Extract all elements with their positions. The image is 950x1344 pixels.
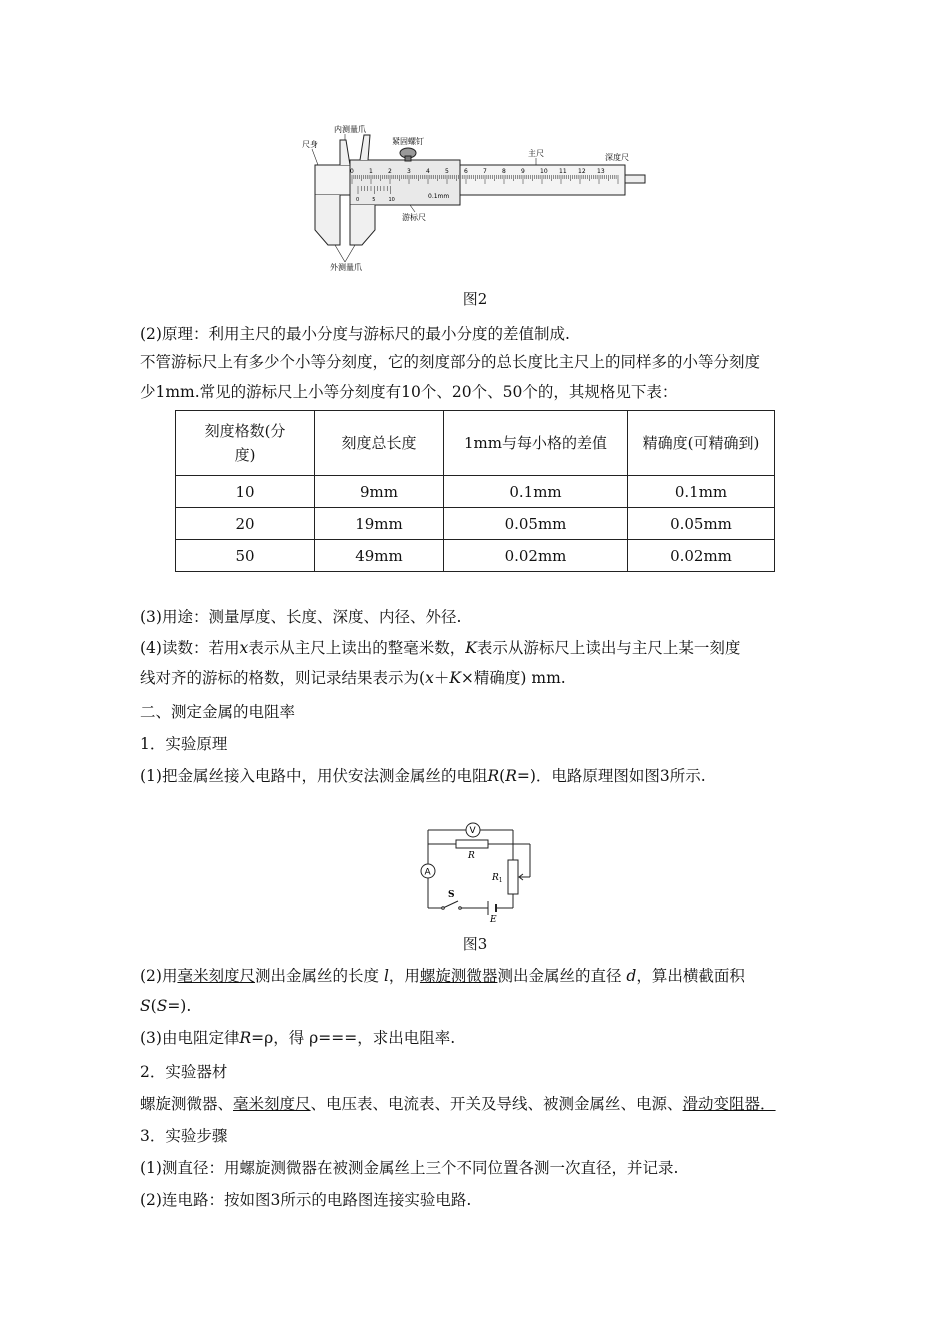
subheading-equipment: 2．实验器材 <box>140 1063 228 1081</box>
vernier-caliper-figure <box>300 120 650 280</box>
paragraph-line-2: 少1mm.常见的游标尺上小等分刻度有10个、20个、50个的，其规格见下表： <box>140 383 678 401</box>
equipment-list: 螺旋测微器、毫米刻度尺、电压表、电流表、开关及导线、被测金属丝、电源、滑动变阻器． <box>140 1095 776 1113</box>
resistor-label: R <box>468 851 475 861</box>
vernier-outer-jaw <box>350 205 375 245</box>
vernier-number: 10 <box>388 197 395 203</box>
principle-text: (2)原理：利用主尺的最小分度与游标尺的最小分度的差值制成. <box>140 325 570 343</box>
section-heading: 二、测定金属的电阻率 <box>140 703 296 721</box>
label-precision: 0.1mm <box>428 193 450 200</box>
usage-text: (3)用途：测量厚度、长度、深度、内径、外径. <box>140 608 462 626</box>
main-scale-number: 8 <box>502 168 506 175</box>
vernier-number: 0 <box>356 197 360 203</box>
table-cell: 0.02mm <box>628 540 775 572</box>
table-cell: 10 <box>176 476 315 508</box>
table-cell: 0.1mm <box>628 476 775 508</box>
label-inner-jaw: 内测量爪 <box>334 125 366 134</box>
main-scale-number: 7 <box>483 168 487 175</box>
table-header-row <box>176 411 775 476</box>
table-row <box>176 508 775 540</box>
vernier-spec-table <box>175 410 775 572</box>
main-scale-number: 5 <box>445 168 449 175</box>
main-scale-number: 3 <box>407 168 411 175</box>
table-cell: 0.05mm <box>628 508 775 540</box>
paragraph-line-1: 不管游标尺上有多少个小等分刻度，它的刻度部分的总长度比主尺上的同样多的小等分刻度 <box>140 353 761 371</box>
reading-line-2: 线对齐的游标的格数，则记录结果表示为(x＋K×精确度) mm. <box>140 669 566 687</box>
main-scale-number: 4 <box>426 168 430 175</box>
step-2: (2)连电路：按如图3所示的电路图连接实验电路. <box>140 1191 472 1209</box>
battery-label: E <box>490 915 497 922</box>
rheostat <box>508 860 518 894</box>
label-lock-screw: 紧固螺钉 <box>392 137 424 146</box>
main-scale-number: 0 <box>350 168 354 175</box>
fixed-outer-jaw <box>315 195 340 245</box>
table-cell: 49mm <box>315 540 444 572</box>
main-scale-number: 2 <box>388 168 392 175</box>
label-vernier: 游标尺 <box>402 213 426 222</box>
vernier-number: 5 <box>372 197 376 203</box>
table-header-cell: 精确度(可精确到) <box>628 411 775 476</box>
table-cell: 0.05mm <box>444 508 628 540</box>
table-cell: 19mm <box>315 508 444 540</box>
main-scale-number: 10 <box>540 168 548 175</box>
table-header-cell: 刻度格数(分 度) <box>176 411 315 476</box>
measure-line-1: (2)用毫米刻度尺测出金属丝的长度 l，用螺旋测微器测出金属丝的直径 d，算出横截面积 <box>140 967 745 985</box>
table-header-cell: 1mm与每小格的差值 <box>444 411 628 476</box>
label-depth-rod: 深度尺 <box>605 153 629 162</box>
table-cell: 0.02mm <box>444 540 628 572</box>
subheading-steps: 3．实验步骤 <box>140 1127 228 1145</box>
table-cell: 0.1mm <box>444 476 628 508</box>
step-1: (1)测直径：用螺旋测微器在被测金属丝上三个不同位置各测一次直径，并记录. <box>140 1159 679 1177</box>
measure-line-2: S(S=). <box>140 997 192 1015</box>
label-main-scale: 主尺 <box>528 149 544 158</box>
main-scale-number: 1 <box>369 168 373 175</box>
table-row <box>176 540 775 572</box>
principle-line-1: (1)把金属丝接入电路中，用伏安法测金属丝的电阻R(R=)．电路原理图如图3所示. <box>140 767 706 785</box>
main-scale-number: 13 <box>597 168 605 175</box>
main-scale-number: 9 <box>521 168 525 175</box>
label-outer-jaw: 外测量爪 <box>330 263 362 272</box>
resistivity-line: (3)由电阻定律R=ρ，得 ρ===，求出电阻率. <box>140 1029 456 1047</box>
subheading-principle: 1．实验原理 <box>140 735 228 753</box>
reading-line-1: (4)读数：若用x表示从主尺上读出的整毫米数，K表示从游标尺上读出与主尺上某一刻度 <box>140 639 741 657</box>
rheostat-slider <box>519 874 530 880</box>
table-header-cell: 刻度总长度 <box>315 411 444 476</box>
table-cell: 9mm <box>315 476 444 508</box>
ammeter-label: A <box>424 867 431 878</box>
figure3-caption: 图3 <box>462 935 488 953</box>
resistor <box>456 840 488 848</box>
voltmeter-label: V <box>469 826 476 836</box>
rheostat-label: $R_1$ <box>492 873 503 884</box>
switch-label: S <box>448 890 455 900</box>
table-cell: 20 <box>176 508 315 540</box>
depth-rod <box>625 175 645 183</box>
main-scale-number: 11 <box>559 168 567 175</box>
main-scale-number: 6 <box>464 168 468 175</box>
vernier-inner-jaw <box>360 135 370 160</box>
fixed-inner-jaw <box>340 140 350 165</box>
main-scale-number: 12 <box>578 168 586 175</box>
table-cell: 50 <box>176 540 315 572</box>
label-body: 尺身 <box>302 140 318 149</box>
circuit-diagram <box>408 822 558 922</box>
table-row <box>176 476 775 508</box>
figure2-caption: 图2 <box>462 290 488 308</box>
